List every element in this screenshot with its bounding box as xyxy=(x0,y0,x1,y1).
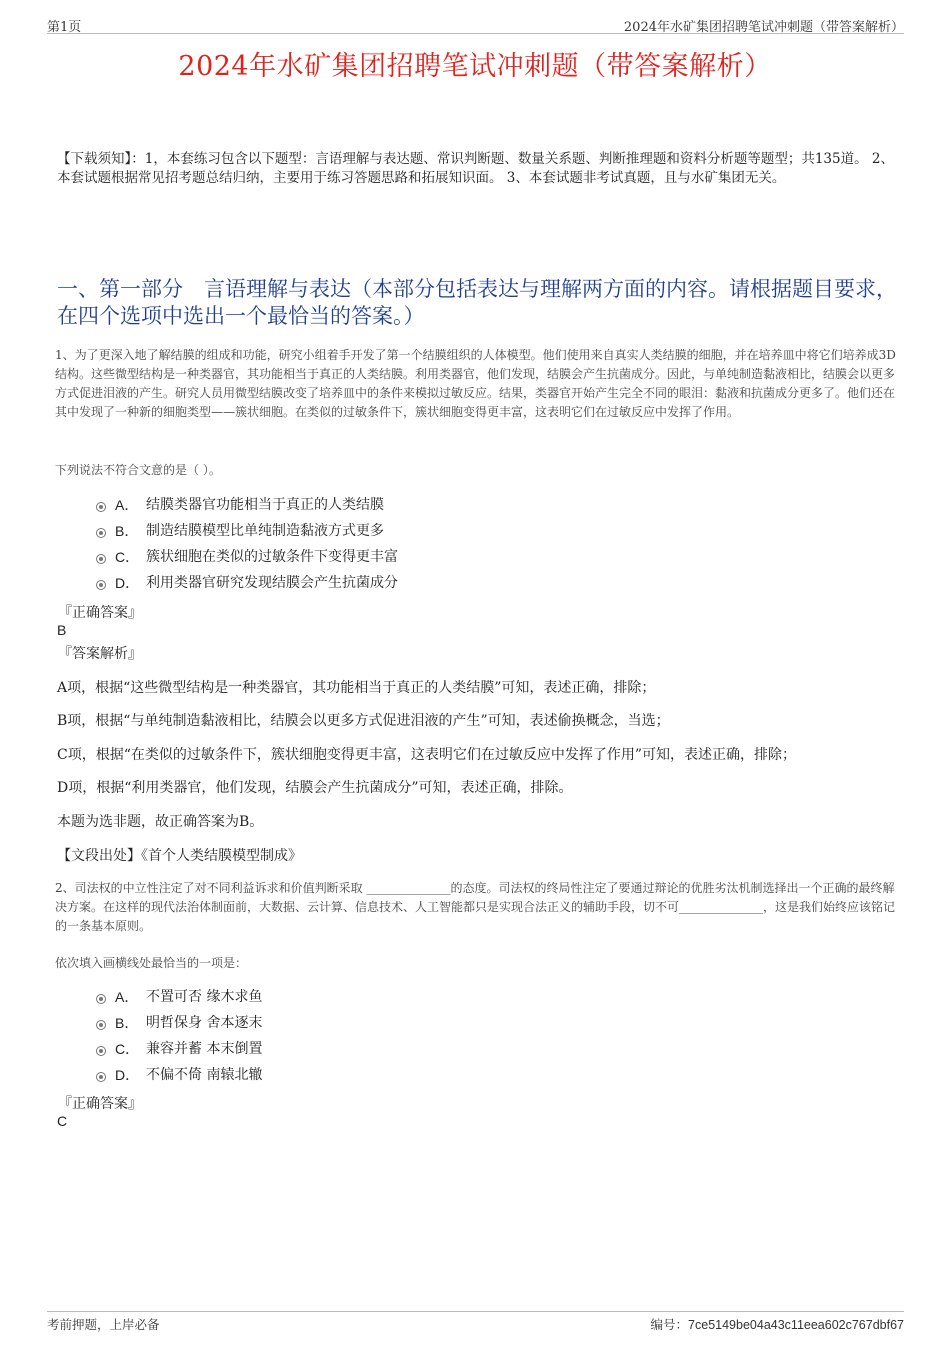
option-key: D． xyxy=(115,575,140,591)
option-text: 兼容并蓄 本末倒置 xyxy=(146,1041,263,1057)
option-key: D． xyxy=(115,1067,140,1083)
option-text: 制造结膜模型比单纯制造黏液方式更多 xyxy=(146,523,384,539)
question-2-passage: 2、司法权的中立性注定了对不同利益诉求和价值判断采取 ______________的态度。司法权的终局性注定了要通过辩论的优胜劣汰机制选择出一个正确的最终解决方案。在这样的现代法治体制面前，大数据、云计算、信息技术、人工智能都只是实现合法正义的辅助手段，切不可______________，这是我们始终应该铭记的一条基本原则。 xyxy=(55,881,896,933)
option-text: 利用类器官研究发现结膜会产生抗菌成分 xyxy=(146,575,398,591)
radio-icon[interactable] xyxy=(96,502,106,512)
page-footer xyxy=(47,1311,904,1335)
analysis-line-b: B项，根据“与单纯制造黏液相比，结膜会以更多方式促进泪液的产生”可知，表述偷换概念，当选； xyxy=(57,713,670,729)
radio-icon[interactable] xyxy=(96,580,106,590)
option-text: 不偏不倚 南辕北辙 xyxy=(146,1067,263,1083)
analysis-line-d: D项，根据“利用类器官，他们发现，结膜会产生抗菌成分”可知，表述正确，排除。 xyxy=(57,780,573,796)
header-doc-title: 2024年水矿集团招聘笔试冲刺题（带答案解析） xyxy=(623,20,904,35)
document-title: 2024年水矿集团招聘笔试冲刺题（带答案解析） xyxy=(178,51,772,82)
radio-icon[interactable] xyxy=(96,528,106,538)
question-1-prompt: 下列说法不符合文意的是（ ）。 xyxy=(55,463,221,477)
answer-value: C xyxy=(57,1113,68,1129)
analysis-label: 『答案解析』 xyxy=(58,646,142,662)
analysis-line-c: C项，根据“在类似的过敏条件下，簇状细胞变得更丰富，这表明它们在过敏反应中发挥了作用”可知，表述正确，排除； xyxy=(57,747,797,763)
option-text: 明哲保身 舍本逐末 xyxy=(146,1015,263,1031)
radio-icon[interactable] xyxy=(96,1072,106,1082)
footer-slogan: 考前押题，上岸必备 xyxy=(47,1317,160,1332)
question-1-passage: 1、为了更深入地了解结膜的组成和功能，研究小组着手开发了第一个结膜组织的人体模型。他们使用来自真实人类结膜的细胞，并在培养皿中将它们培养成3D结构。这些微型结构是一种类器官，其功能相当于真正的人类结膜。利用类器官，他们发现，结膜会产生抗菌成分。因此，与单纯制造黏液相比，结膜会以更多方式促进泪液的产生。研究人员用微型结膜改变了培养皿中的条件来模拟过敏反应。结果，类器官开始产生完全不同的眼泪：黏液和抗菌成分更多了。他们还在其中发现了一种新的细胞类型——簇状细胞。在类似的过敏条件下，簇状细胞变得更丰富，这表明它们在过敏反应中发挥了作用。 xyxy=(55,348,896,419)
footer-code-label: 编号： xyxy=(650,1317,689,1332)
option-text: 结膜类器官功能相当于真正的人类结膜 xyxy=(146,497,384,513)
answer-value: B xyxy=(57,622,67,638)
option-key: A． xyxy=(115,989,139,1005)
page-header xyxy=(47,14,904,34)
question-2-prompt: 依次填入画横线处最恰当的一项是： xyxy=(55,956,248,970)
radio-icon[interactable] xyxy=(96,1046,106,1056)
radio-icon[interactable] xyxy=(96,554,106,564)
analysis-conclusion: 本题为选非题，故正确答案为B。 xyxy=(57,814,264,830)
footer-code xyxy=(651,1315,904,1333)
answer-label: 『正确答案』 xyxy=(58,605,142,621)
option-key: C． xyxy=(115,1041,140,1057)
section-heading: 一、第一部分 言语理解与表达（本部分包括表达与理解两方面的内容。请根据题目要求，在四个选项中选出一个最恰当的答案。） xyxy=(57,277,897,328)
option-text: 簇状细胞在类似的过敏条件下变得更丰富 xyxy=(146,549,398,565)
option-key: B． xyxy=(115,523,139,539)
radio-icon[interactable] xyxy=(96,994,106,1004)
option-key: A． xyxy=(115,497,139,513)
option-text: 不置可否 缘木求鱼 xyxy=(146,989,263,1005)
footer-code-value: 7ce5149be04a43c11eea602c767dbf67 xyxy=(688,1318,904,1332)
option-key: C． xyxy=(115,549,140,565)
option-key: B． xyxy=(115,1015,139,1031)
download-notice: 【下载须知】：1，本套练习包含以下题型：言语理解与表达题、常识判断题、数量关系题、判断推理题和资料分析题等题型；共135道。 2、本套试题根据常见招考题总结归纳，主要用于练习答题思路和拓展知识面。 3、本套试题非考试真题，且与水矿集团无关。 xyxy=(57,151,894,186)
answer-label: 『正确答案』 xyxy=(58,1096,142,1112)
analysis-line-a: A项，根据“这些微型结构是一种类器官，其功能相当于真正的人类结膜”可知，表述正确，排除； xyxy=(57,680,656,696)
radio-icon[interactable] xyxy=(96,1020,106,1030)
page-number: 第1页 xyxy=(47,20,82,35)
passage-source: 【文段出处】《首个人类结膜模型制成》 xyxy=(57,848,302,864)
